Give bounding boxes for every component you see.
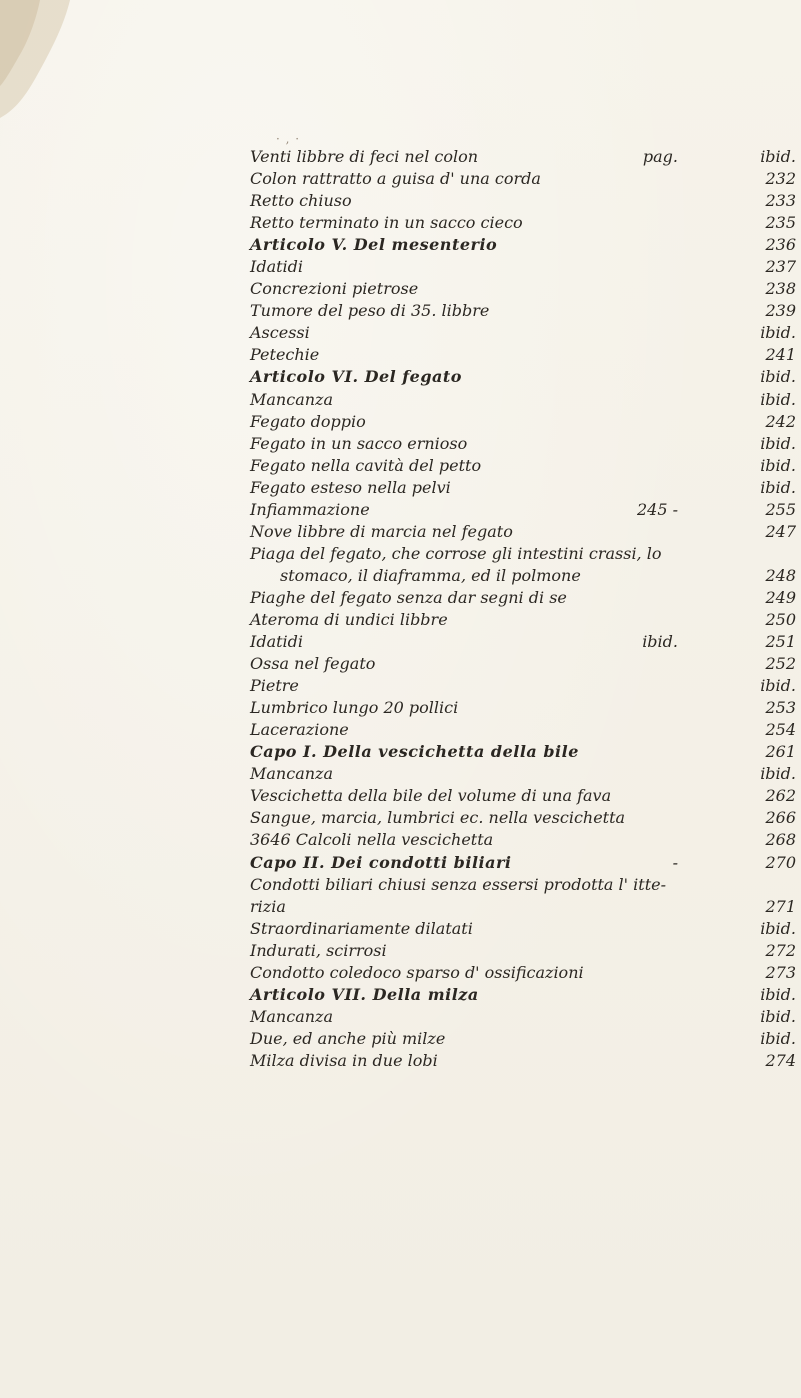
index-line: Fegato esteso nella pelvi ibid. — [250, 477, 796, 497]
faint-mark: · , · — [276, 132, 301, 146]
index-line: Colon rattratto a guisa d' una corda 232 — [250, 169, 796, 189]
index-line: Ateroma di undici libbre 250 — [250, 609, 796, 629]
index-line: Indurati, scirrosi 272 — [250, 940, 796, 960]
index-line: Milza divisa in due lobi 274 — [250, 1050, 796, 1070]
index-line: Sangue, marcia, lumbrici ec. nella vescichetta 266 — [250, 808, 796, 828]
index-line: Ossa nel fegato 252 — [250, 654, 796, 674]
index-line: Idatidi ibid. 251 — [250, 632, 796, 652]
index-line: Due, ed anche più milze ibid. — [250, 1028, 796, 1048]
index-line: Nove libbre di marcia nel fegato 247 — [250, 521, 796, 541]
index-line: Articolo V. Del mesenterio 236 — [250, 235, 796, 255]
index-line: Straordinariamente dilatati ibid. — [250, 918, 796, 938]
index-line: rizia 271 — [250, 896, 796, 916]
index-line: Fegato in un sacco ernioso ibid. — [250, 433, 796, 453]
index-list — [250, 146, 798, 1072]
index-line: Piaga del fegato, che corrose gli intestini crassi, lo — [250, 543, 662, 563]
index-line: Infiammazione 245 - 255 — [250, 499, 796, 519]
index-line: Idatidi 237 — [250, 257, 796, 277]
index-line: Condotti biliari chiusi senza essersi prodotta l' itte- — [250, 874, 666, 894]
index-line: Petechie 241 — [250, 345, 796, 365]
index-line: Vescichetta della bile del volume di una fava 262 — [250, 786, 796, 806]
index-line: Condotto coledoco sparso d' ossificazioni 273 — [250, 962, 796, 982]
index-line: Capo II. Dei condotti biliari - 270 — [250, 852, 796, 872]
index-line: Retto chiuso 233 — [250, 191, 796, 211]
index-line: Concrezioni pietrose 238 — [250, 279, 796, 299]
index-line: Retto terminato in un sacco cieco 235 — [250, 213, 796, 233]
index-line: Mancanza ibid. — [250, 389, 796, 409]
index-line: Fegato doppio 242 — [250, 411, 796, 431]
index-line: Venti libbre di feci nel colon pag. ibid. — [250, 147, 796, 166]
index-line: Fegato nella cavità del petto ibid. — [250, 455, 796, 475]
index-line: Articolo VII. Della milza ibid. — [250, 984, 796, 1004]
index-line: Piaghe del fegato senza dar segni di se 249 — [250, 587, 796, 607]
index-line: Lacerazione 254 — [250, 720, 796, 740]
index-line: 3646 Calcoli nella vescichetta 268 — [250, 830, 796, 850]
index-line: Tumore del peso di 35. libbre 239 — [250, 301, 796, 321]
index-line: stomaco, il diaframma, ed il polmone 248 — [280, 565, 796, 585]
index-line: Capo I. Della vescichetta della bile 261 — [250, 742, 796, 762]
index-line: Lumbrico lungo 20 pollici 253 — [250, 698, 796, 718]
index-line: Pietre ibid. — [250, 676, 796, 696]
page-corner-stain — [0, 0, 120, 120]
index-line: Ascessi ibid. — [250, 323, 796, 343]
index-line: Mancanza ibid. — [250, 1006, 796, 1026]
index-line: Articolo VI. Del fegato ibid. — [250, 367, 796, 387]
index-line: Mancanza ibid. — [250, 764, 796, 784]
